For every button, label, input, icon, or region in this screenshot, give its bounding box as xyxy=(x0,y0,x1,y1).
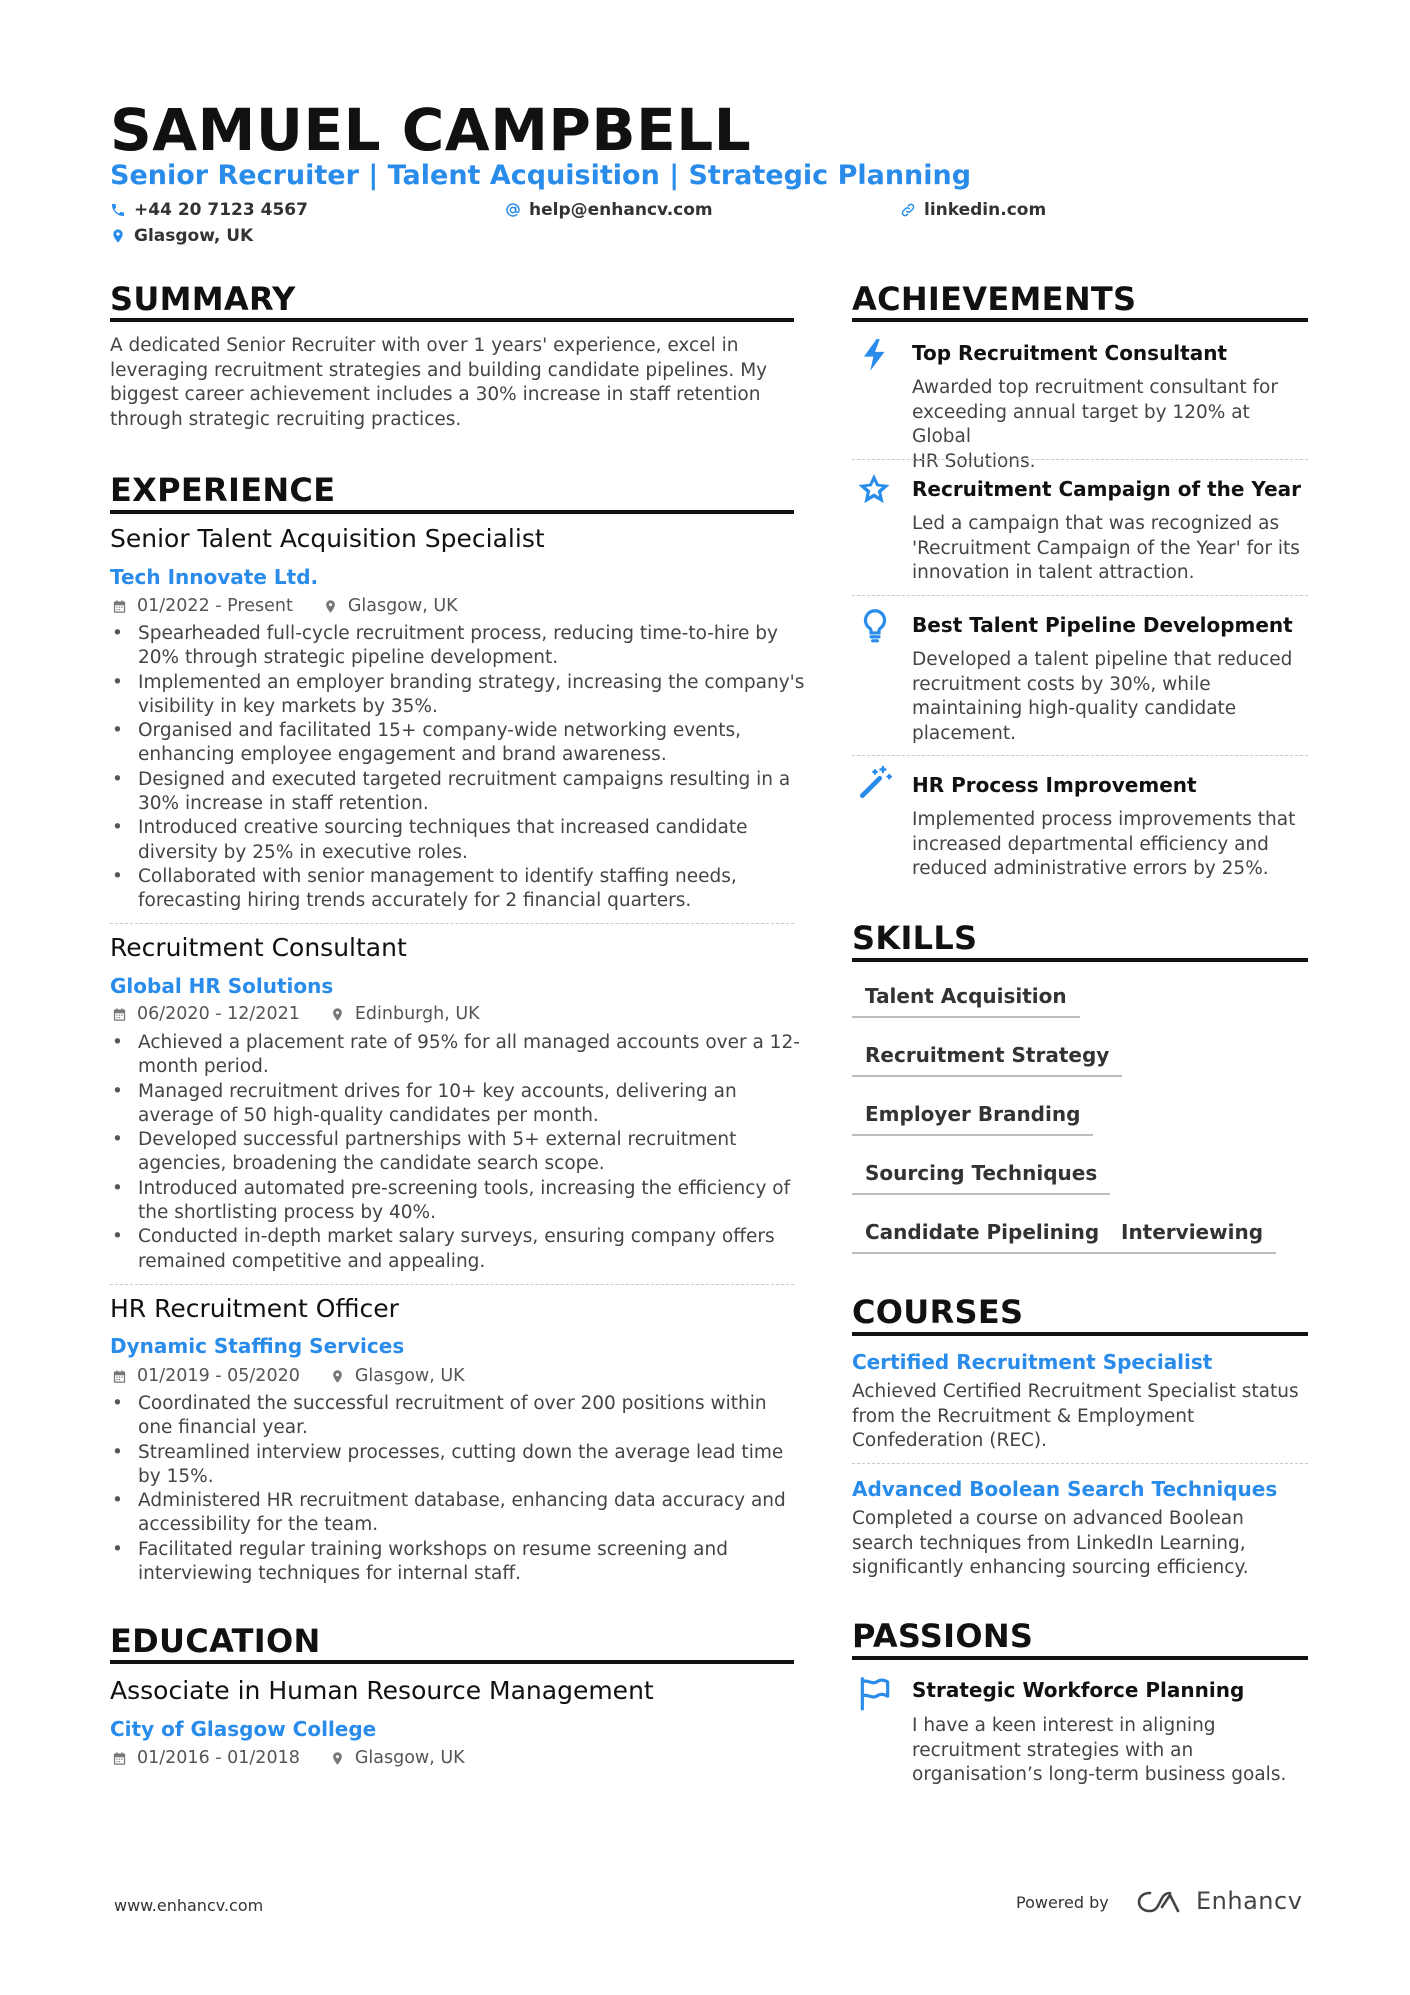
summary-text: A dedicated Senior Recruiter with over 1 years' experience, excel in leveraging recruitment strategies and building candidate pipelines. My biggest career achievement includes a 30% increase in staff retention through strategic recruiting practices. xyxy=(110,335,768,430)
list-item: • Administered HR recruitment database, enhancing data accuracy and accessibility for the team. xyxy=(110,1489,810,1538)
linkedin-text: linkedin.com xyxy=(924,200,1047,220)
list-item: • Coordinated the successful recruitment of over 200 positions within one financial year. xyxy=(110,1392,810,1441)
location-pin-icon xyxy=(330,1369,345,1384)
job-title: Senior Talent Acquisition Specialist xyxy=(110,524,545,553)
calendar-icon xyxy=(112,599,127,614)
achievement-desc: Awarded top recruitment consultant for exceeding annual target by 120% at Global HR Solutions. xyxy=(912,377,1278,472)
list-item: • Achieved a placement rate of 95% for all managed accounts over a 12- month period. xyxy=(110,1031,810,1080)
divider xyxy=(852,1463,1308,1464)
powered-by-label: Powered by xyxy=(1016,1893,1109,1912)
flag-icon xyxy=(856,1674,894,1712)
location-text: Glasgow, UK xyxy=(134,226,254,246)
education-meta: 01/2016 - 01/2018 Glasgow, UK xyxy=(112,1748,465,1768)
experience-heading: EXPERIENCE xyxy=(110,471,336,509)
experience-rule xyxy=(110,510,794,514)
degree-title: Associate in Human Resource Management xyxy=(110,1676,654,1705)
location-pin-icon xyxy=(110,228,126,244)
list-item: • Organised and facilitated 15+ company-wide networking events, enhancing employee engagement and brand awareness. xyxy=(110,719,810,768)
list-item: • Spearheaded full-cycle recruitment process, reducing time-to-hire by 20% through strategic pipeline development. xyxy=(110,622,810,671)
company-name: Dynamic Staffing Services xyxy=(110,1334,405,1358)
courses-heading: COURSES xyxy=(852,1293,1024,1331)
achievement-title: Best Talent Pipeline Development xyxy=(912,613,1293,637)
passions-rule xyxy=(852,1656,1308,1660)
course-title: Certified Recruitment Specialist xyxy=(852,1350,1213,1374)
job-title: HR Recruitment Officer xyxy=(110,1294,399,1323)
achievement-title: Recruitment Campaign of the Year xyxy=(912,477,1302,501)
location-pin-icon xyxy=(330,1751,345,1766)
skills-rule xyxy=(852,958,1308,962)
enhancv-logo-icon xyxy=(1136,1887,1182,1917)
list-item: • Conducted in-depth market salary surveys, ensuring company offers remained competitive and appealing. xyxy=(110,1225,810,1274)
education-rule xyxy=(110,1660,794,1664)
lightning-icon xyxy=(856,336,894,374)
lightbulb-icon xyxy=(856,606,894,644)
job-title: Recruitment Consultant xyxy=(110,933,407,962)
contact-location xyxy=(110,226,253,246)
course-desc: Achieved Certified Recruitment Specialist status from the Recruitment & Employment Confederation (REC). xyxy=(852,1381,1299,1451)
education-heading: EDUCATION xyxy=(110,1622,321,1660)
skill-tag: Employer Branding xyxy=(852,1102,1093,1136)
list-item: • Designed and executed targeted recruitment campaigns resulting in a 30% increase in staff retention. xyxy=(110,768,810,817)
location-pin-icon xyxy=(323,599,338,614)
skill-tag: Recruitment Strategy xyxy=(852,1043,1122,1077)
list-item: • Introduced creative sourcing techniques that increased candidate diversity by 25% in executive roles. xyxy=(110,816,810,865)
skill-tag: Sourcing Techniques xyxy=(852,1161,1110,1195)
contact-email[interactable] xyxy=(505,200,713,220)
achievements-rule xyxy=(852,318,1308,322)
school-name: City of Glasgow College xyxy=(110,1717,377,1741)
list-item: • Developed successful partnerships with 5+ external recruitment agencies, broadening the candidate search scope. xyxy=(110,1128,810,1177)
list-item: • Managed recruitment drives for 10+ key accounts, delivering an average of 50 high-quality candidates per month. xyxy=(110,1080,810,1129)
passion-desc: I have a keen interest in aligning recruitment strategies with an organisation’s long-term business goals. xyxy=(912,1715,1287,1785)
at-sign-icon xyxy=(505,202,521,218)
phone-icon xyxy=(110,202,126,218)
achievement-desc: Implemented process improvements that increased departmental efficiency and reduced administrative errors by 25%. xyxy=(912,809,1296,879)
job-bullets xyxy=(110,1031,810,1274)
passion-title: Strategic Workforce Planning xyxy=(912,1678,1245,1702)
list-item: • Introduced automated pre-screening tools, increasing the efficiency of the shortlisting process by 40%. xyxy=(110,1177,810,1226)
achievement-desc: Led a campaign that was recognized as 'Recruitment Campaign of the Year' for its innovation in talent attraction. xyxy=(912,513,1300,583)
job-meta: 06/2020 - 12/2021 Edinburgh, UK xyxy=(112,1004,480,1024)
contact-phone[interactable] xyxy=(110,200,308,220)
company-name: Tech Innovate Ltd. xyxy=(110,565,319,589)
location-pin-icon xyxy=(330,1007,345,1022)
job-bullets xyxy=(110,622,810,914)
link-icon xyxy=(900,202,916,218)
list-item: • Facilitated regular training workshops on resume screening and interviewing techniques for internal staff. xyxy=(110,1538,810,1587)
divider xyxy=(110,1284,794,1285)
courses-rule xyxy=(852,1332,1308,1336)
achievement-desc: Developed a talent pipeline that reduced recruitment costs by 30%, while maintaining high-quality candidate placement. xyxy=(912,649,1293,744)
enhancv-brand[interactable]: Enhancv xyxy=(1196,1887,1303,1915)
skill-tag: Talent Acquisition xyxy=(852,984,1080,1018)
passions-heading: PASSIONS xyxy=(852,1617,1034,1655)
divider xyxy=(110,923,794,924)
company-name: Global HR Solutions xyxy=(110,974,334,998)
job-bullets xyxy=(110,1392,810,1586)
calendar-icon xyxy=(112,1007,127,1022)
job-meta: 01/2019 - 05/2020 Glasgow, UK xyxy=(112,1366,465,1386)
email-text: help@enhancv.com xyxy=(529,200,713,220)
list-item: • Implemented an employer branding strategy, increasing the company's visibility in key markets by 35%. xyxy=(110,671,810,720)
resume-name: SAMUEL CAMPBELL xyxy=(110,96,752,164)
summary-rule xyxy=(110,318,794,322)
skill-tag: Interviewing xyxy=(1108,1220,1276,1254)
job-meta: 01/2022 - Present Glasgow, UK xyxy=(112,596,458,616)
skills-heading: SKILLS xyxy=(852,919,978,957)
magic-wand-icon xyxy=(856,764,894,802)
divider xyxy=(852,755,1308,756)
skill-tag: Candidate Pipelining xyxy=(852,1220,1112,1254)
divider xyxy=(852,595,1308,596)
calendar-icon xyxy=(112,1751,127,1766)
list-item: • Streamlined interview processes, cutting down the average lead time by 15%. xyxy=(110,1441,810,1490)
achievements-heading: ACHIEVEMENTS xyxy=(852,280,1137,318)
phone-text: +44 20 7123 4567 xyxy=(134,200,308,220)
list-item: • Collaborated with senior management to identify staffing needs, forecasting hiring trends accurately for 2 financial quarters. xyxy=(110,865,810,914)
divider xyxy=(852,459,1308,460)
star-icon xyxy=(855,470,893,508)
achievement-title: HR Process Improvement xyxy=(912,773,1197,797)
contact-linkedin[interactable] xyxy=(900,200,1046,220)
achievement-title: Top Recruitment Consultant xyxy=(912,341,1228,365)
course-desc: Completed a course on advanced Boolean search techniques from LinkedIn Learning, significantly enhancing sourcing efficiency. xyxy=(852,1508,1249,1578)
footer-url[interactable]: www.enhancv.com xyxy=(114,1896,264,1915)
resume-subtitle: Senior Recruiter | Talent Acquisition | Strategic Planning xyxy=(110,160,972,191)
course-title: Advanced Boolean Search Techniques xyxy=(852,1477,1278,1501)
calendar-icon xyxy=(112,1369,127,1384)
summary-heading: SUMMARY xyxy=(110,280,296,318)
